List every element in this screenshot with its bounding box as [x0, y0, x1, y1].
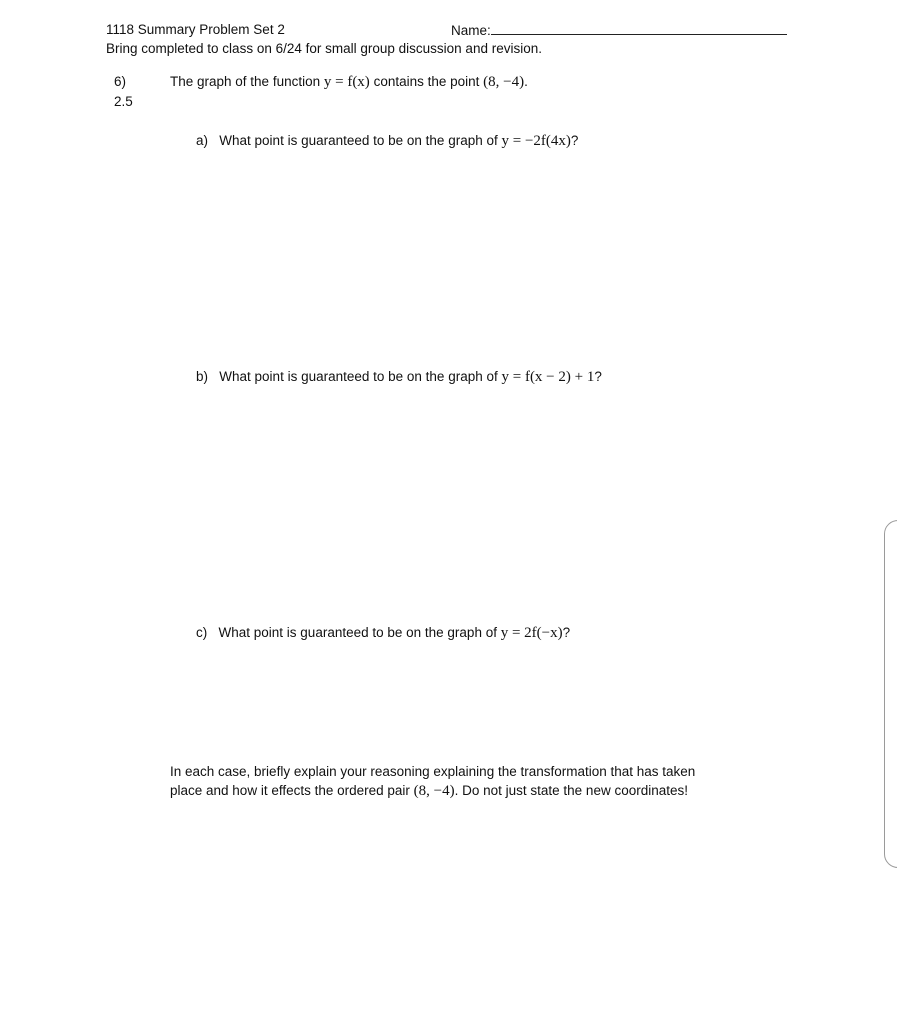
part-b-label: b): [196, 369, 209, 384]
reasoning-line-2-suffix: . Do not just state the new coordinates!: [454, 783, 688, 798]
statement-point: (8, −4): [483, 74, 525, 90]
part-c-function: y = 2f(−x): [500, 625, 563, 641]
part-b: [196, 368, 602, 386]
part-a-label: a): [196, 133, 209, 148]
part-a-function: y = −2f(4x): [501, 133, 571, 149]
part-a-prompt: What point is guaranteed to be on the graph of: [219, 133, 502, 148]
instructions: Bring completed to class on 6/24 for small group discussion and revision.: [106, 41, 542, 56]
part-a-end: ?: [570, 133, 579, 148]
part-b-end: ?: [594, 369, 602, 384]
part-a: [196, 132, 578, 150]
part-c-end: ?: [562, 625, 571, 640]
reasoning-line-1: In each case, briefly explain your reasoning explaining the transformation that has taken: [170, 764, 696, 779]
statement-prefix: The graph of the function: [170, 74, 324, 89]
name-field[interactable]: [451, 21, 787, 40]
part-c-label: c): [196, 625, 208, 640]
statement-function: y = f(x): [323, 74, 370, 90]
part-b-prompt: What point is guaranteed to be on the graph of: [219, 369, 502, 384]
part-c-prompt: What point is guaranteed to be on the graph of: [218, 625, 501, 640]
reasoning-instructions: [170, 762, 780, 801]
statement-suffix: .: [524, 74, 528, 89]
problem-number: 6): [114, 74, 127, 89]
side-panel-tab[interactable]: [884, 520, 897, 868]
reasoning-line-2: [170, 781, 780, 801]
problem-statement: [170, 73, 528, 91]
part-c: [196, 624, 570, 642]
reasoning-point: (8, −4): [413, 783, 455, 799]
problem-section: 2.5: [114, 94, 133, 109]
part-b-function: y = f(x − 2) + 1: [501, 369, 595, 385]
course-title: 1118 Summary Problem Set 2: [106, 22, 285, 37]
statement-mid: contains the point: [369, 74, 484, 89]
reasoning-line-2-prefix: place and how it effects the ordered pair: [170, 783, 414, 798]
name-label: Name:: [451, 23, 491, 38]
name-blank-line[interactable]: [491, 21, 787, 35]
